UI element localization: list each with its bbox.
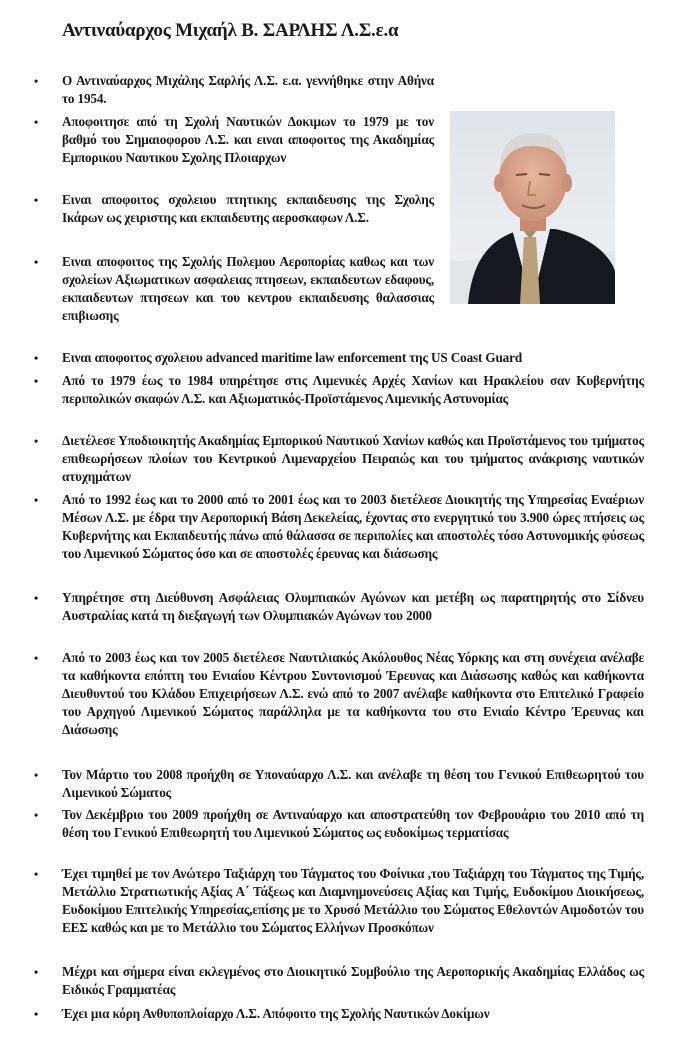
list-item: • Από το 1992 έως και το 2000 από το 2001 έως και το 2003 διετέλεσε Διοικητής της Υπηρεσίας Εναέριων Μέσων Λ.Σ. με έδρα την Αεροπορική Βάση Δεκελείας, έχοντας στο ενεργητικό του 3.900 ώρες πτήσεις ως Κυβερνήτης και Εκπαιδευτής πάνω από θάλασσα σε περιπολίες και αποστολές τόσο Αστυνομικής φύσεως του Λιμενικού Σώματος όσο και σε αποστολές έρευνας και διάσωσης — [62, 491, 644, 563]
list-item: • Ειναι αποφοιτος σχολειου advanced maritime law enforcement της US Coast Guard — [62, 349, 644, 367]
list-item: • Ειναι αποφοιτος σχολειου πτητικης εκπαιδευσης της Σχολης Ικάρων ως χειριστης και εκπαιδευτης αεροσκαφων Λ.Σ. — [62, 191, 434, 227]
list-item: • Διετέλεσε Υποδιοικητής Ακαδημίας Εμπορικού Ναυτικού Χανίων καθώς και Προϊστάμενος του τμήματος επιθεωρήσεων πλοίων του Κεντρικού Λιμεναρχείου Πειραιώς και του τμήματος ανάκρισης ναυτικών ατυχημάτων — [62, 432, 644, 486]
list-item: • Ειναι αποφοιτος της Σχολής Πολεμου Αεροπορίας καθως και των σχολείων Αξιωματικων ασφαλειας πτησεων, εκπαιδευτων εδαφους, εκπαιδευτων πτησεων και του κεντρου εκπαιδευσης θαλασσιας επιβιωσης — [62, 253, 434, 325]
portrait-photo — [450, 111, 615, 304]
list-item: • Τον Δεκέμβριο του 2009 προήχθη σε Αντιναύαρχο και αποστρατεύθη τον Φεβρουάριο του 2010 από τη θέση του Γενικού Επιθεωρητή του Λιμενικού Σώματος ως ευδοκίμως τερματίσας — [62, 806, 644, 842]
portrait-image — [450, 111, 615, 304]
list-item: • Ο Αντιναύαρχος Μιχάλης Σαρλής Λ.Σ. ε.α. γεννήθηκε στην Αθήνα το 1954. — [62, 72, 434, 108]
page-title: Αντιναύαρχος Μιχαήλ Β. ΣΑΡΛΗΣ Λ.Σ.ε.α — [62, 20, 399, 41]
list-item: • Μέχρι και σήμερα είναι εκλεγμένος στο Διοικητικό Συμβούλιο της Αεροπορικής Ακαδημίας Ελλάδος ως Ειδικός Γραμματέας — [62, 963, 644, 999]
list-item: • Από το 2003 έως και τον 2005 διετέλεσε Ναυτιλιακός Ακόλουθος Νέας Υόρκης και στη συνέχεια ανέλαβε τα καθήκοντα επόπτη του Ενιαίου Κέντρου Συντονισμού Έρευνας και Διάσωσης καθώς και καθήκοντα Διευθυντού του Κλάδου Επιχειρήσεων Λ.Σ. ενώ από το 2007 ανέλαβε καθήκοντα στο Επιτελικό Γραφείο του Αρχηγού Λιμενικού Σώματος παράλληλα με τα καθήκοντα του στο Ενιαίο Κέντρο Έρευνας και Διάσωσης — [62, 649, 644, 739]
list-item: • Υπηρέτησε στη Διεύθυνση Ασφάλειας Ολυμπιακών Αγώνων και μετέβη ως παρατηρητής στο Σίδνευ Αυστραλίας κατά τη διεξαγωγή των Ολυμπιακών Αγώνων του 2000 — [62, 589, 644, 625]
list-item: • Τον Μάρτιο του 2008 προήχθη σε Υποναύαρχο Λ.Σ. και ανέλαβε τη θέση του Γενικού Επιθεωρητού του Λιμενικού Σώματος — [62, 766, 644, 802]
list-item: • Έχει τιμηθεί με τον Ανώτερο Ταξιάρχη του Τάγματος του Φοίνικα ,του Ταξιάρχη του Τάγματος της Τιμής, Μετάλλιο Στρατιωτικής Αξίας Α΄ Τάξεως και Διαμνημονεύσεις Αξίας και Τιμής, Ευδοκίμου Διοικήσεως, Ευδοκίμου Επιτελικής Υπηρεσίας,επίσης με το Χρυσό Μετάλλιο του Σώματος Εθελοντών Αιμοδοτών του ΕΕΣ καθώς και με το Μετάλλιο του Σώματος Ελλήνων Προσκόπων — [62, 865, 644, 937]
list-item: • Από το 1979 έως το 1984 υπηρέτησε στις Λιμενικές Αρχές Χανίων και Ηρακλείου σαν Κυβερνήτης περιπολικών σκαφών Λ.Σ. και Αξιωματικός-Προϊστάμενος Λιμενικής Αστυνομίας — [62, 372, 644, 408]
list-item: • Έχει μια κόρη Ανθυποπλοίαρχο Λ.Σ. Απόφοιτο της Σχολής Ναυτικών Δοκίμων — [62, 1005, 644, 1023]
list-item: • Αποφοιτησε από τη Σχολή Ναυτικών Δοκιμων το 1979 με τον βαθμό του Σημαιοφορου Λ.Σ. και ειναι αποφοιτος της Ακαδημίας Εμπορικου Ναυτικου Σχολης Πλοιαρχων — [62, 113, 434, 167]
